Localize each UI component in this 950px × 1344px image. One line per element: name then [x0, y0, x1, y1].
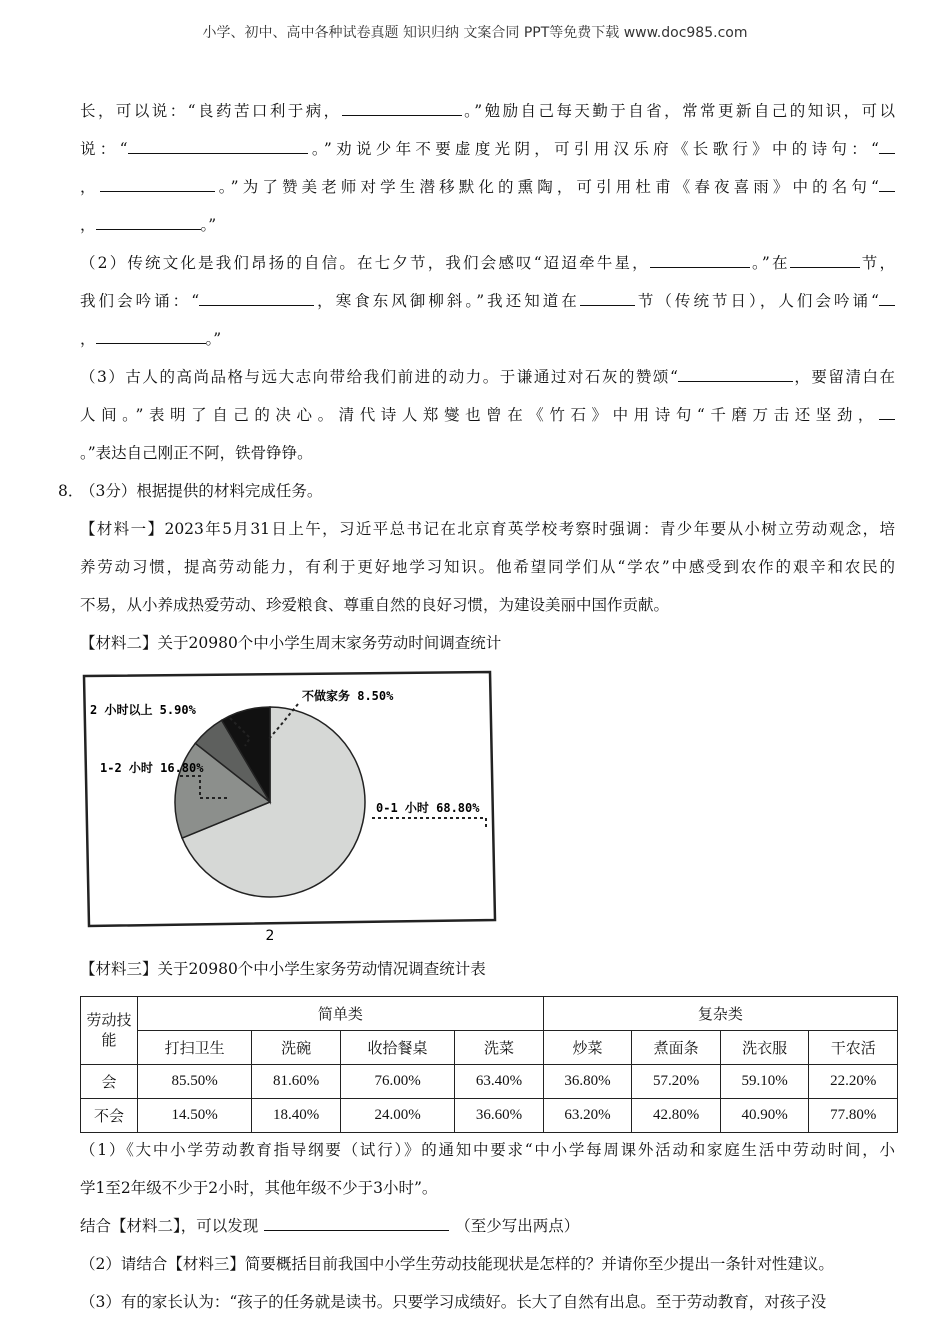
q7-part2-line-3 — [80, 324, 895, 362]
text-run: ， — [80, 216, 96, 234]
text-run: （3）古人的高尚品格与远大志向带给我们前进的动力。于谦通过对石灰的赞颂“ — [80, 368, 678, 386]
table-row — [81, 1099, 898, 1133]
material-2-title: 【材料二】关于20980个中小学生周末家务劳动时间调查统计 — [80, 634, 502, 652]
labor-skill-table — [80, 996, 898, 1133]
text-run: 。”勉励自己每天勤于自省，常常更新自己的知识，可以 — [461, 102, 895, 120]
table-column-row — [81, 1031, 898, 1065]
text-run: ，寒食东风御柳斜。”我还知道在 — [314, 292, 580, 310]
text-run: 。”表达自己刚正不阿，铁骨铮铮。 — [80, 444, 313, 462]
table-column-header: 煮面条 — [632, 1031, 721, 1065]
question-title: （3分）根据提供的材料完成任务。 — [80, 482, 323, 500]
q7-line-3 — [80, 172, 895, 210]
text-run: 长，可以说：“良药苦口利于病， — [80, 102, 342, 120]
page-content — [58, 96, 895, 1325]
text-run: 。”劝说少年不要虚度光阴，可引用汉乐府《长歌行》中的诗句：“ — [307, 140, 879, 158]
text-run: ，要留清白在 — [792, 368, 895, 386]
chart-caption: 2 — [265, 928, 275, 944]
answer-blank[interactable] — [96, 325, 206, 344]
q7-part3-line-1 — [80, 362, 895, 400]
table-column-header: 炒菜 — [543, 1031, 632, 1065]
table-cell: 42.80% — [632, 1099, 721, 1133]
material-1-line-3: 不易，从小养成热爱劳动、珍爱粮食、尊重自然的良好习惯，为建设美丽中国作贡献。 — [80, 596, 670, 614]
q7-part2-line-1 — [80, 248, 895, 286]
answer-blank[interactable] — [342, 97, 462, 116]
sub-question-1-line-2: 学1至2年级不少于2小时，其他年级不少于3小时”。 — [80, 1179, 438, 1197]
text-run: 人间。”表明了自己的决心。清代诗人郑燮也曾在《竹石》中用诗句“千磨万击还坚劲， — [80, 406, 879, 424]
text-run: （2）传统文化是我们昂扬的自信。在七夕节，我们会感叹“迢迢牵牛星， — [80, 254, 650, 272]
sub-question-3: （3）有的家长认为：“孩子的任务就是读书。只要学习成绩好。长大了自然有出息。至于劳动教育，对孩子没 — [80, 1293, 827, 1311]
table-group-header: 简单类 — [138, 997, 544, 1031]
slice-label: 不做家务 8.50% — [302, 689, 394, 703]
text-run: 我们会吟诵：“ — [80, 292, 200, 310]
answer-blank[interactable] — [100, 173, 215, 192]
table-column-header: 洗碗 — [252, 1031, 341, 1065]
text-run: 。” — [200, 216, 217, 234]
text-run: ， — [80, 178, 100, 196]
table-cell: 63.20% — [543, 1099, 632, 1133]
table-column-header: 打扫卫生 — [138, 1031, 252, 1065]
table-cell: 24.00% — [340, 1099, 454, 1133]
text-run: （至少写出两点） — [455, 1217, 580, 1235]
text-run: 。” — [205, 330, 222, 348]
slice-label: 0-1 小时 68.80% — [376, 801, 480, 815]
q7-line-4 — [80, 210, 895, 248]
pie-slices — [175, 707, 365, 897]
sub-question-1-line-1: （1）《大中小学劳动教育指导纲要（试行）》的通知中要求“中小学每周课外活动和家庭生活中劳动时间，小 — [80, 1141, 895, 1159]
slice-label: 1-2 小时 16.80% — [100, 761, 204, 775]
answer-blank[interactable] — [678, 363, 793, 382]
table-cell: 76.00% — [340, 1065, 454, 1099]
text-run: ， — [80, 330, 96, 348]
answer-blank[interactable] — [879, 135, 895, 154]
table-cell: 63.40% — [455, 1065, 544, 1099]
pie-chart-figure — [80, 668, 510, 948]
text-run: 节， — [859, 254, 895, 272]
table-group-header: 复杂类 — [543, 997, 897, 1031]
material-1-line-2: 养劳动习惯，提高劳动能力，有利于更好地学习知识。他希望同学们从“学农”中感受到农作的艰辛和农民的 — [80, 558, 895, 576]
answer-blank[interactable] — [879, 401, 895, 420]
table-row — [81, 1065, 898, 1099]
table-cell: 18.40% — [252, 1099, 341, 1133]
table-cell: 57.20% — [632, 1065, 721, 1099]
table-corner-header: 劳动技能 — [81, 997, 138, 1065]
table-cell: 14.50% — [138, 1099, 252, 1133]
q7-part2-line-2 — [80, 286, 895, 324]
answer-blank[interactable] — [790, 249, 860, 268]
slice-label: 2 小时以上 5.90% — [90, 703, 196, 717]
q7-part3-line-3 — [80, 438, 895, 476]
table-cell: 40.90% — [720, 1099, 809, 1133]
q7-line-2 — [80, 134, 895, 172]
text-run: 结合【材料二】，可以发现 — [80, 1217, 259, 1235]
table-column-header: 收拾餐桌 — [340, 1031, 454, 1065]
material-1-line-1: 【材料一】2023年5月31日上午，习近平总书记在北京育英学校考察时强调：青少年要从小树立劳动观念，培 — [80, 520, 895, 538]
sub-question-2: （2）请结合【材料三】简要概括目前我国中小学生劳动技能现状是怎样的？并请你至少提出一条针对性建议。 — [80, 1255, 834, 1273]
table-column-header: 洗菜 — [455, 1031, 544, 1065]
table-cell: 81.60% — [252, 1065, 341, 1099]
answer-blank[interactable] — [650, 249, 750, 268]
table-row-label: 不会 — [81, 1099, 138, 1133]
page-header: 小学、初中、高中各种试卷真题 知识归纳 文案合同 PPT等免费下载 www.doc985.com — [202, 25, 748, 41]
text-run: 。”在 — [749, 254, 790, 272]
text-run: 节（传统节日），人们会吟诵“ — [634, 292, 879, 310]
answer-blank[interactable] — [96, 211, 201, 230]
table-cell: 77.80% — [809, 1099, 898, 1133]
q7-line-1 — [80, 96, 895, 134]
table-column-header: 干农活 — [809, 1031, 898, 1065]
table-body — [81, 1065, 898, 1133]
table-cell: 85.50% — [138, 1065, 252, 1099]
table-column-header: 洗衣服 — [720, 1031, 809, 1065]
question-number: 8． — [58, 482, 84, 500]
material-3-title: 【材料三】关于20980个中小学生家务劳动情况调查统计表 — [80, 960, 486, 978]
table-cell: 36.60% — [455, 1099, 544, 1133]
pie-chart — [80, 668, 510, 948]
answer-blank[interactable] — [879, 287, 895, 306]
sub-question-1-line-3 — [80, 1211, 895, 1249]
table-cell: 59.10% — [720, 1065, 809, 1099]
answer-blank[interactable] — [879, 173, 895, 192]
text-run: 说：“ — [80, 140, 128, 158]
q7-part3-line-2 — [80, 400, 895, 438]
answer-blank[interactable] — [128, 135, 308, 154]
answer-blank[interactable] — [580, 287, 635, 306]
table-header-row — [81, 997, 898, 1031]
table-row-label: 会 — [81, 1065, 138, 1099]
answer-blank[interactable] — [264, 1212, 449, 1231]
text-run: 。”为了赞美老师对学生潜移默化的熏陶，可引用杜甫《春夜喜雨》中的名句“ — [214, 178, 879, 196]
table-cell: 22.20% — [809, 1065, 898, 1099]
answer-blank[interactable] — [199, 287, 314, 306]
table-cell: 36.80% — [543, 1065, 632, 1099]
q8-title — [58, 476, 895, 514]
